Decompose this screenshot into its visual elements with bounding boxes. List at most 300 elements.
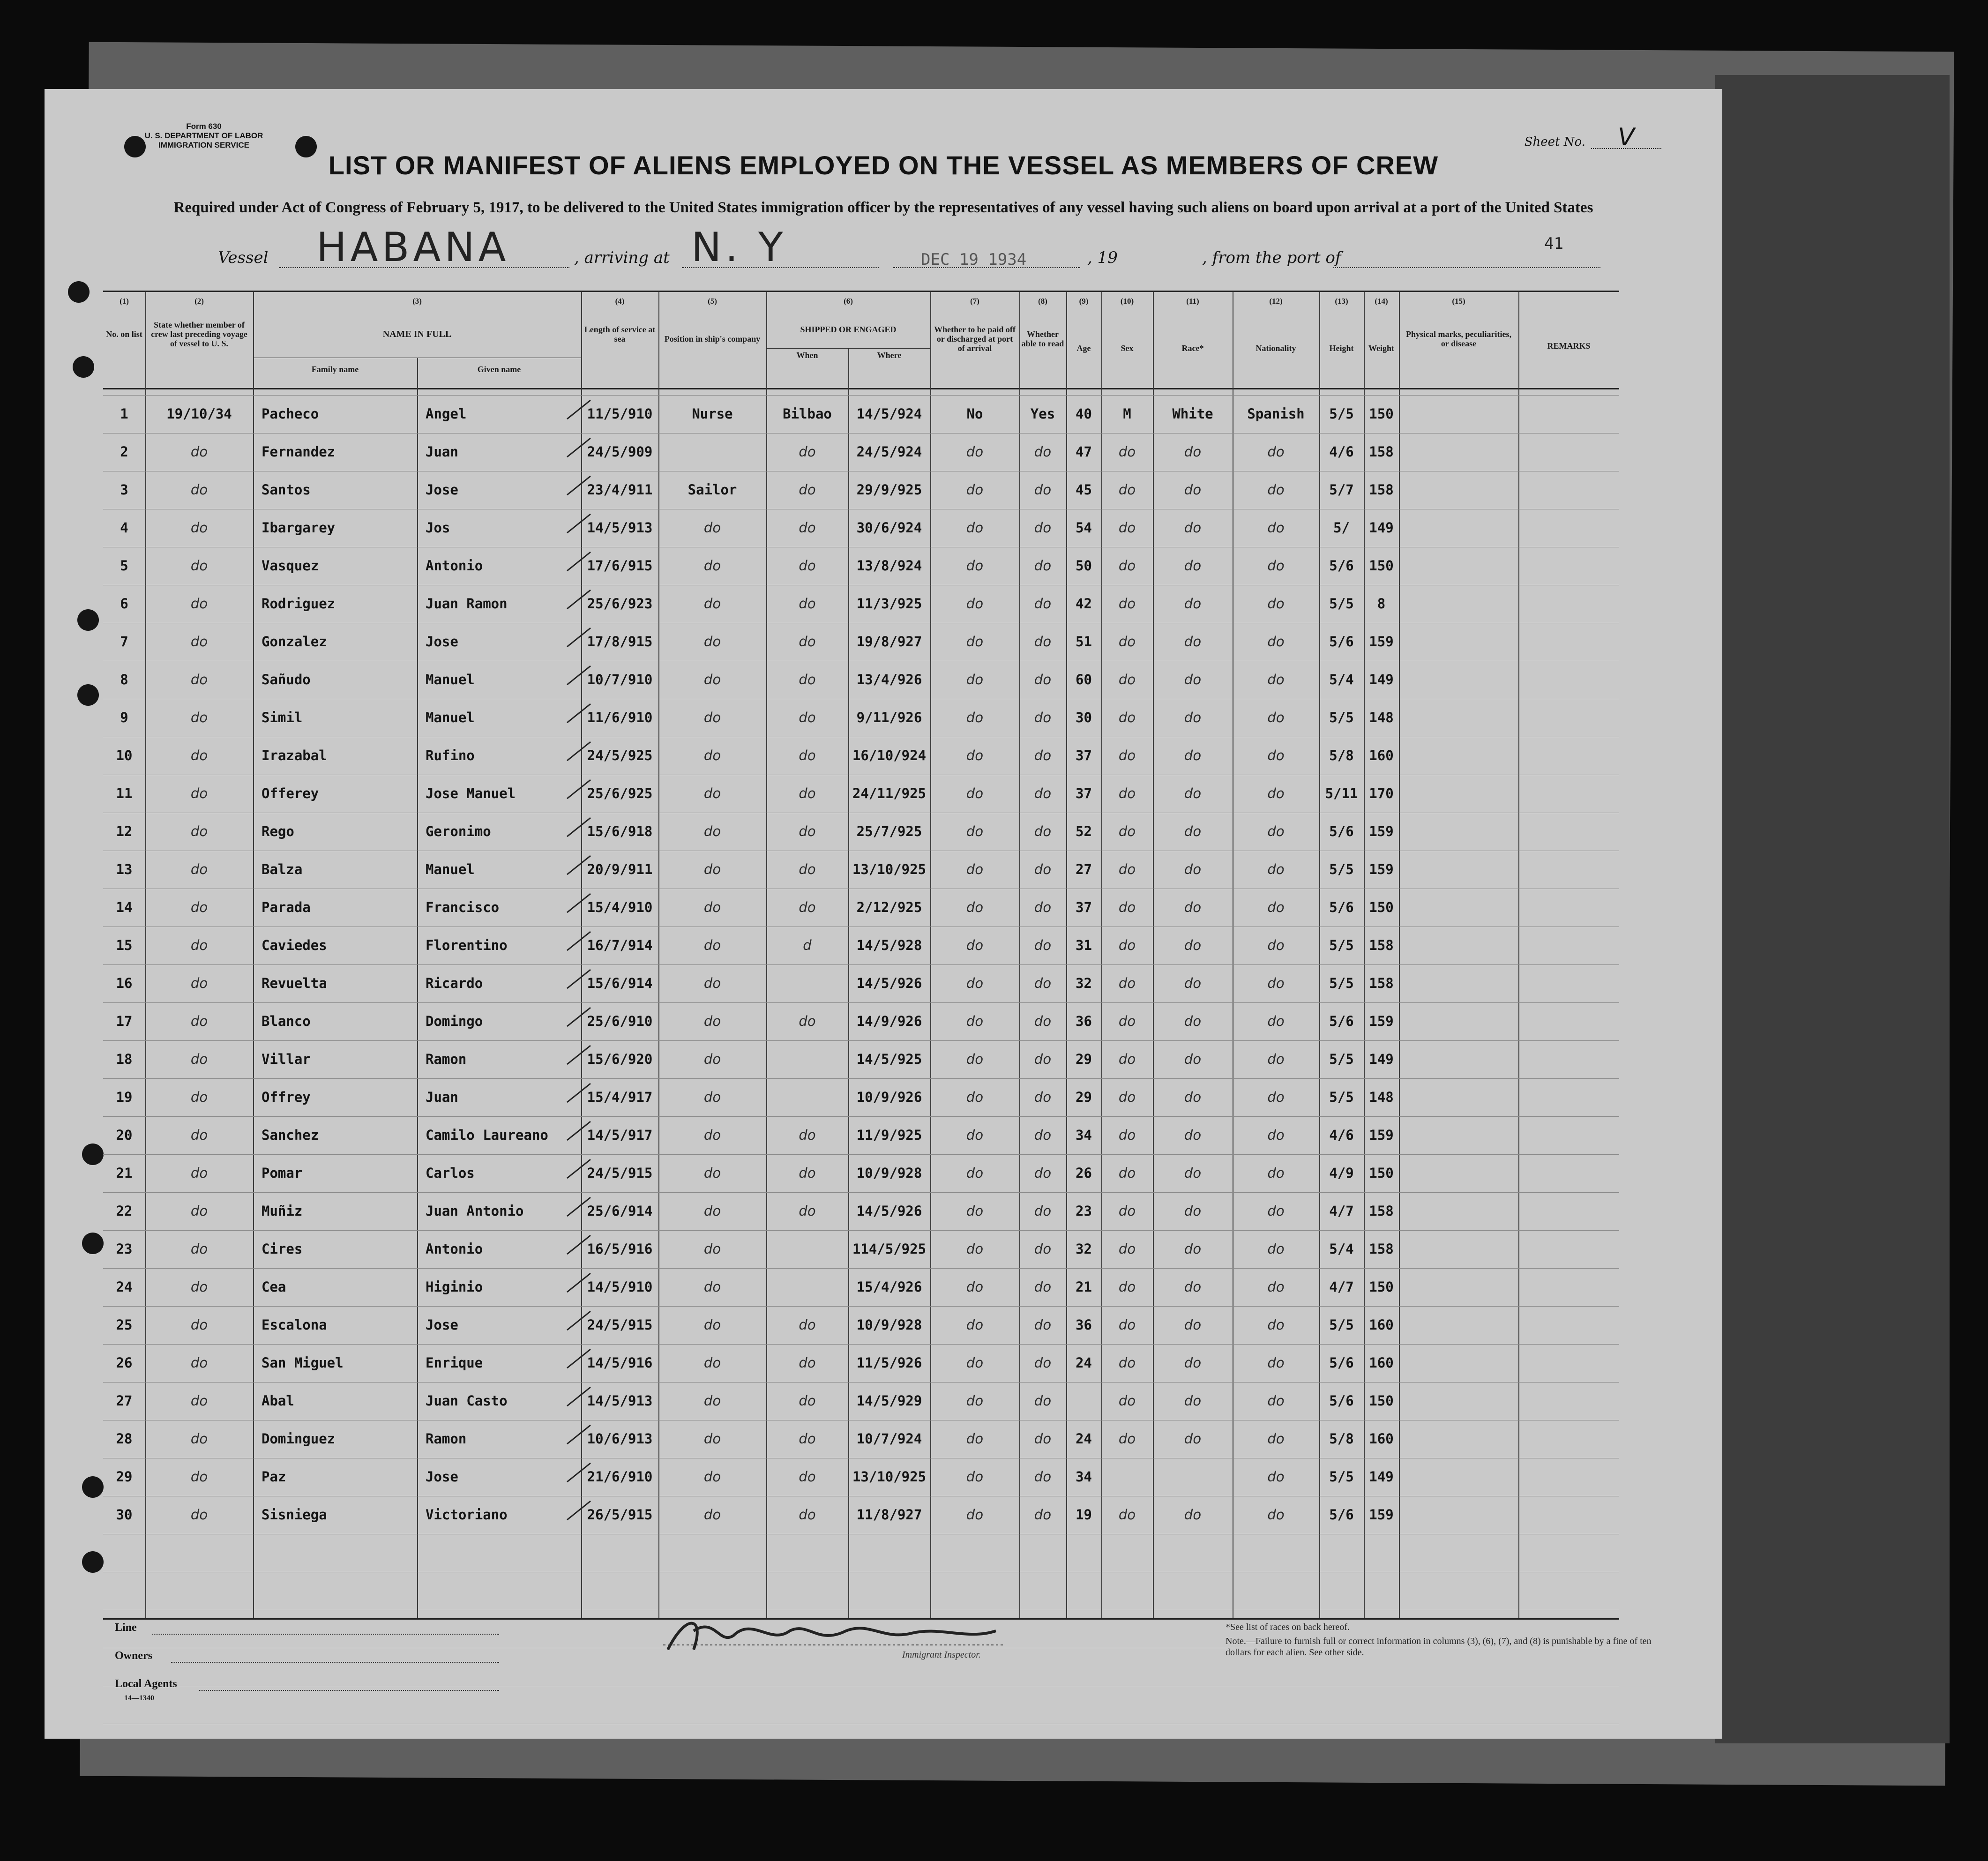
- cell-height: 5/5: [1329, 937, 1354, 953]
- row-rule: [103, 1382, 1619, 1383]
- cell-paid-off: do: [966, 1203, 984, 1219]
- cell-given-name: Juan: [426, 1089, 458, 1105]
- cell-nationality: do: [1267, 1507, 1285, 1523]
- cell-sex: do: [1118, 710, 1136, 725]
- cell-where: 10/9/928: [856, 1317, 922, 1333]
- cell-when: do: [799, 596, 816, 612]
- cell-position: do: [703, 899, 721, 915]
- row-rule: [103, 1306, 1619, 1307]
- cell-position: do: [703, 747, 721, 763]
- check-mark-icon: [565, 664, 593, 687]
- cell-no: 14: [116, 899, 133, 915]
- cell-given-name: Jose: [426, 1469, 458, 1485]
- cell-prev-voyage: do: [190, 975, 208, 991]
- cell-where: 14/5/926: [856, 975, 922, 991]
- vessel-line: [218, 224, 1600, 277]
- cell-position: do: [703, 1165, 721, 1181]
- cell-when: do: [799, 710, 816, 725]
- cell-height: 5/8: [1329, 1431, 1354, 1447]
- cell-no: 12: [116, 823, 133, 839]
- cell-nationality: do: [1267, 710, 1285, 725]
- cell-position: do: [703, 823, 721, 839]
- cell-where: 16/10/924: [852, 747, 927, 763]
- cell-race: do: [1184, 1279, 1202, 1295]
- cell-age: 19: [1076, 1507, 1092, 1523]
- cell-service: 14/5/910: [587, 1279, 653, 1295]
- cell-able-read: do: [1034, 1431, 1052, 1447]
- cell-race: do: [1184, 482, 1202, 498]
- cell-given-name: Carlos: [426, 1165, 475, 1181]
- cell-position: Sailor: [688, 482, 737, 498]
- cell-race: do: [1184, 1013, 1202, 1029]
- cell-height: 5/8: [1329, 747, 1354, 763]
- cell-able-read: Yes: [1030, 406, 1055, 422]
- cell-where: 14/5/925: [856, 1051, 922, 1067]
- colnum-7: (7): [970, 297, 979, 306]
- cell-family-name: Irazabal: [262, 747, 327, 763]
- cell-given-name: Antonio: [426, 558, 483, 574]
- cell-position: do: [703, 558, 721, 574]
- cell-prev-voyage: do: [190, 444, 208, 460]
- cell-weight: 150: [1369, 1393, 1394, 1409]
- cell-position: do: [703, 1355, 721, 1371]
- cell-no: 24: [116, 1279, 133, 1295]
- cell-given-name: Jos: [426, 520, 450, 536]
- cell-when: [766, 1088, 848, 1106]
- cell-service: 11/6/910: [587, 710, 653, 725]
- cell-given-name: Angel: [426, 406, 467, 422]
- cell-height: 5/5: [1329, 406, 1354, 422]
- sheet-number: [1524, 123, 1661, 151]
- cell-age: 51: [1076, 634, 1092, 650]
- cell-race: do: [1184, 1393, 1202, 1409]
- punch-hole: [82, 1233, 104, 1254]
- cell-sex: do: [1118, 1051, 1136, 1067]
- cell-family-name: Cires: [262, 1241, 303, 1257]
- cell-able-read: do: [1034, 482, 1052, 498]
- cell-height: 4/9: [1329, 1165, 1354, 1181]
- cell-no: 10: [116, 747, 133, 763]
- cell-family-name: Offerey: [262, 785, 319, 801]
- cell-service: 25/6/925: [587, 785, 653, 801]
- cell-family-name: Balza: [262, 861, 303, 877]
- page-subtitle: Required under Act of Congress of February 5, 1917, to be delivered to the United States immigration officer by the representatives of any vessel having such aliens on board upon arrival at a port of the United States: [173, 199, 1593, 216]
- cell-weight: 158: [1369, 482, 1394, 498]
- cell-given-name: Victoriano: [426, 1507, 508, 1523]
- cell-race: do: [1184, 975, 1202, 991]
- punch-hole: [73, 356, 94, 378]
- cell-sex: do: [1118, 785, 1136, 801]
- cell-age: 45: [1076, 482, 1092, 498]
- cell-no: 15: [116, 937, 133, 953]
- cell-when: Bilbao: [783, 406, 832, 422]
- cell-service: 14/5/913: [587, 520, 653, 536]
- cell-family-name: Revuelta: [262, 975, 327, 991]
- cell-weight: 150: [1369, 1279, 1394, 1295]
- cell-where: 11/3/925: [856, 596, 922, 612]
- cell-when: do: [799, 1355, 816, 1371]
- cell-given-name: Geronimo: [426, 823, 491, 839]
- cell-height: 5/6: [1329, 634, 1354, 650]
- cell-paid-off: do: [966, 1013, 984, 1029]
- cell-height: 5/6: [1329, 899, 1354, 915]
- cell-service: 25/6/910: [587, 1013, 653, 1029]
- cell-age: 40: [1076, 406, 1092, 422]
- cell-paid-off: do: [966, 1393, 984, 1409]
- cell-sex: do: [1118, 558, 1136, 574]
- header-member-prev: State whether member of crew last preceding voyage of vessel to U. S.: [151, 320, 247, 348]
- cell-no: 13: [116, 861, 133, 877]
- cell-weight: 148: [1369, 710, 1394, 725]
- cell-race: do: [1184, 1127, 1202, 1143]
- cell-age: 36: [1076, 1317, 1092, 1333]
- cell-position: do: [703, 710, 721, 725]
- colnum-2: (2): [194, 297, 204, 306]
- cell-nationality: do: [1267, 596, 1285, 612]
- cell-sex: do: [1118, 1165, 1136, 1181]
- cell-weight: 158: [1369, 937, 1394, 953]
- cell-age: 47: [1076, 444, 1092, 460]
- cell-race: do: [1184, 1089, 1202, 1105]
- cell-given-name: Manuel: [426, 861, 475, 877]
- cell-paid-off: do: [966, 937, 984, 953]
- cell-age: 32: [1076, 1241, 1092, 1257]
- cell-race: do: [1184, 444, 1202, 460]
- cell-no: 5: [120, 558, 128, 574]
- check-mark-icon: [565, 1499, 593, 1522]
- cell-given-name: Juan Ramon: [426, 596, 508, 612]
- cell-paid-off: do: [966, 785, 984, 801]
- cell-race: do: [1184, 520, 1202, 536]
- cell-position: do: [703, 1507, 721, 1523]
- cell-able-read: do: [1034, 672, 1052, 688]
- cell-no: 25: [116, 1317, 133, 1333]
- races-note: *See list of races on back hereof.: [1226, 1622, 1350, 1632]
- cell-weight: 150: [1369, 406, 1394, 422]
- cell-when: do: [799, 1431, 816, 1447]
- cell-prev-voyage: do: [190, 1317, 208, 1333]
- cell-able-read: do: [1034, 596, 1052, 612]
- cell-position: do: [703, 1127, 721, 1143]
- cell-service: 11/5/910: [587, 406, 653, 422]
- cell-family-name: Gonzalez: [262, 634, 327, 650]
- cell-age: 50: [1076, 558, 1092, 574]
- cell-age: 23: [1076, 1203, 1092, 1219]
- cell-when: do: [799, 1203, 816, 1219]
- cell-sex: do: [1118, 937, 1136, 953]
- cell-service: 24/5/909: [587, 444, 653, 460]
- cell-sex: do: [1118, 1355, 1136, 1371]
- cell-nationality: do: [1267, 1127, 1285, 1143]
- cell-when: do: [799, 558, 816, 574]
- cell-paid-off: do: [966, 1355, 984, 1371]
- cell-able-read: do: [1034, 444, 1052, 460]
- cell-weight: 150: [1369, 1165, 1394, 1181]
- cell-when: do: [799, 672, 816, 688]
- cell-prev-voyage: do: [190, 861, 208, 877]
- cell-nationality: do: [1267, 1431, 1285, 1447]
- cell-where: 29/9/925: [856, 482, 922, 498]
- punch-hole: [77, 684, 99, 706]
- cell-position: do: [703, 520, 721, 536]
- cell-paid-off: do: [966, 444, 984, 460]
- cell-where: 30/6/924: [856, 520, 922, 536]
- cell-nationality: do: [1267, 1317, 1285, 1333]
- row-rule: [103, 1116, 1619, 1117]
- colnum-15: (15): [1452, 297, 1465, 306]
- cell-position: do: [703, 634, 721, 650]
- cell-able-read: do: [1034, 1317, 1052, 1333]
- form-department: U. S. DEPARTMENT OF LABOR: [144, 131, 263, 140]
- cell-race: do: [1184, 672, 1202, 688]
- cell-sex: do: [1118, 596, 1136, 612]
- cell-weight: 160: [1369, 747, 1394, 763]
- cell-given-name: Juan Casto: [426, 1393, 508, 1409]
- header-remarks: REMARKS: [1547, 341, 1591, 351]
- cell-nationality: do: [1267, 1393, 1285, 1409]
- cell-service: 15/4/910: [587, 899, 653, 915]
- cell-when: do: [799, 482, 816, 498]
- cell-sex: do: [1118, 975, 1136, 991]
- cell-height: 5/5: [1329, 1051, 1354, 1067]
- cell-sex: do: [1118, 747, 1136, 763]
- header-nationality: Nationality: [1256, 344, 1296, 353]
- cell-age: 42: [1076, 596, 1092, 612]
- cell-sex: do: [1118, 520, 1136, 536]
- cell-service: 14/5/917: [587, 1127, 653, 1143]
- cell-paid-off: do: [966, 482, 984, 498]
- cell-paid-off: do: [966, 1469, 984, 1485]
- cell-sex: do: [1118, 634, 1136, 650]
- cell-given-name: Florentino: [426, 937, 508, 953]
- cell-prev-voyage: do: [190, 1507, 208, 1523]
- sheet-number-label: Sheet No.: [1524, 135, 1585, 149]
- form-number: Form 630: [186, 122, 222, 131]
- cell-age: 24: [1076, 1431, 1092, 1447]
- cell-nationality: do: [1267, 823, 1285, 839]
- cell-height: 5/6: [1329, 1013, 1354, 1029]
- colnum-4: (4): [615, 297, 625, 306]
- cell-service: 25/6/914: [587, 1203, 653, 1219]
- cell-able-read: do: [1034, 1127, 1052, 1143]
- cell-service: 10/6/913: [587, 1431, 653, 1447]
- cell-prev-voyage: do: [190, 1431, 208, 1447]
- cell-able-read: do: [1034, 1241, 1052, 1257]
- cell-prev-voyage: do: [190, 899, 208, 915]
- cell-nationality: do: [1267, 1279, 1285, 1295]
- cell-no: 19: [116, 1089, 133, 1105]
- cell-paid-off: do: [966, 823, 984, 839]
- cell-where: 14/5/928: [856, 937, 922, 953]
- cell-where: 14/5/929: [856, 1393, 922, 1409]
- cell-age: 37: [1076, 899, 1092, 915]
- cell-no: 17: [116, 1013, 133, 1029]
- check-mark-icon: [565, 967, 593, 991]
- row-rule: [103, 1344, 1619, 1345]
- cell-race: White: [1172, 406, 1213, 422]
- cell-position: do: [703, 937, 721, 953]
- header-divider: [766, 348, 930, 349]
- cell-race: do: [1184, 1317, 1202, 1333]
- cell-position: do: [703, 1051, 721, 1067]
- cell-family-name: Sisniega: [262, 1507, 327, 1523]
- cell-where: 24/11/925: [852, 785, 927, 801]
- cell-position: do: [703, 1469, 721, 1485]
- cell-no: 9: [120, 710, 128, 725]
- check-mark-icon: [565, 1347, 593, 1370]
- cell-nationality: do: [1267, 785, 1285, 801]
- cell-able-read: do: [1034, 823, 1052, 839]
- cell-service: 24/5/915: [587, 1317, 653, 1333]
- cell-age: 26: [1076, 1165, 1092, 1181]
- cell-where: 114/5/925: [852, 1241, 927, 1257]
- vessel-name: HABANA: [316, 224, 510, 271]
- cell-family-name: Muñiz: [262, 1203, 303, 1219]
- cell-when: [766, 974, 848, 993]
- cell-weight: 149: [1369, 520, 1394, 536]
- form-code: 14—1340: [124, 1694, 154, 1702]
- cell-able-read: do: [1034, 1279, 1052, 1295]
- inspector-signature: [649, 1598, 1071, 1692]
- cell-given-name: Juan Antonio: [426, 1203, 524, 1219]
- cell-height: 5/4: [1329, 1241, 1354, 1257]
- header-where: Where: [877, 351, 902, 360]
- check-mark-icon: [565, 815, 593, 839]
- row-rule: [103, 1002, 1619, 1003]
- cell-height: 5/6: [1329, 1393, 1354, 1409]
- cell-when: do: [799, 823, 816, 839]
- cell-sex: do: [1118, 1013, 1136, 1029]
- header-paid-off: Whether to be paid off or discharged at port of arrival: [934, 325, 1016, 353]
- cell-height: 5/5: [1329, 596, 1354, 612]
- header-no-on-list: No. on list: [106, 329, 142, 339]
- cell-able-read: do: [1034, 899, 1052, 915]
- cell-when: do: [799, 861, 816, 877]
- header-given-name: Given name: [477, 365, 521, 374]
- cell-prev-voyage: do: [190, 1089, 208, 1105]
- cell-paid-off: do: [966, 1507, 984, 1523]
- cell-paid-off: do: [966, 1165, 984, 1181]
- cell-where: 10/7/924: [856, 1431, 922, 1447]
- cell-family-name: San Miguel: [262, 1355, 344, 1371]
- cell-no: 8: [120, 672, 128, 688]
- row-rule: [103, 395, 1619, 396]
- cell-paid-off: do: [966, 1317, 984, 1333]
- cell-position: do: [703, 1203, 721, 1219]
- punch-hole: [82, 1551, 104, 1573]
- row-rule: [103, 1078, 1619, 1079]
- header-sex: Sex: [1121, 344, 1134, 353]
- cell-paid-off: do: [966, 710, 984, 725]
- cell-service: 15/6/914: [587, 975, 653, 991]
- cell-position: do: [703, 1393, 721, 1409]
- cell-race: do: [1184, 634, 1202, 650]
- check-mark-icon: [565, 1081, 593, 1105]
- cell-nationality: do: [1267, 1051, 1285, 1067]
- cell-paid-off: do: [966, 1431, 984, 1447]
- check-mark-icon: [565, 474, 593, 497]
- cell-where: 15/4/926: [856, 1279, 922, 1295]
- cell-paid-off: do: [966, 1279, 984, 1295]
- cell-prev-voyage: do: [190, 1241, 208, 1257]
- cell-when: do: [799, 1317, 816, 1333]
- cell-nationality: do: [1267, 558, 1285, 574]
- colnum-11: (11): [1186, 297, 1199, 306]
- cell-prev-voyage: 19/10/34: [166, 406, 232, 422]
- cell-where: 13/4/926: [856, 672, 922, 688]
- cell-where: 11/8/927: [856, 1507, 922, 1523]
- cell-nationality: do: [1267, 444, 1285, 460]
- cell-able-read: do: [1034, 937, 1052, 953]
- cell-nationality: do: [1267, 1165, 1285, 1181]
- cell-prev-voyage: do: [190, 1393, 208, 1409]
- colnum-1: (1): [120, 297, 129, 306]
- cell-service: 17/6/915: [587, 558, 653, 574]
- header-height: Height: [1329, 344, 1354, 353]
- cell-when: [766, 1278, 848, 1296]
- cell-when: do: [799, 1393, 816, 1409]
- check-mark-icon: [565, 1233, 593, 1256]
- cell-service: 21/6/910: [587, 1469, 653, 1485]
- cell-service: 15/4/917: [587, 1089, 653, 1105]
- cell-given-name: Domingo: [426, 1013, 483, 1029]
- cell-family-name: Caviedes: [262, 937, 327, 953]
- cell-height: 5/5: [1329, 975, 1354, 991]
- cell-where: 19/8/927: [856, 634, 922, 650]
- check-mark-icon: [565, 1423, 593, 1446]
- cell-service: 15/6/918: [587, 823, 653, 839]
- cell-able-read: do: [1034, 634, 1052, 650]
- cell-position: do: [703, 1317, 721, 1333]
- cell-no: 4: [120, 520, 128, 536]
- colnum-8: (8): [1038, 297, 1047, 306]
- cell-race: do: [1184, 937, 1202, 953]
- cell-prev-voyage: do: [190, 937, 208, 953]
- cell-service: 14/5/913: [587, 1393, 653, 1409]
- cell-sex: do: [1118, 444, 1136, 460]
- check-mark-icon: [565, 626, 593, 649]
- cell-race: do: [1184, 785, 1202, 801]
- cell-weight: 158: [1369, 1241, 1394, 1257]
- cell-paid-off: do: [966, 861, 984, 877]
- header-age: Age: [1076, 344, 1091, 353]
- penalty-note: Note.—Failure to furnish full or correct information in columns (3), (6), (7), and (8) is punishable by a fine of ten dollars for each alien. See other side.: [1226, 1636, 1652, 1658]
- colnum-9: (9): [1079, 297, 1089, 306]
- cell-sex: do: [1118, 1089, 1136, 1105]
- cell-nationality: do: [1267, 1013, 1285, 1029]
- cell-age: 24: [1076, 1355, 1092, 1371]
- cell-weight: 159: [1369, 1127, 1394, 1143]
- cell-able-read: do: [1034, 1051, 1052, 1067]
- cell-service: 16/5/916: [587, 1241, 653, 1257]
- owners-label: Owners: [115, 1650, 152, 1662]
- cell-service: 20/9/911: [587, 861, 653, 877]
- header-when: When: [796, 351, 818, 360]
- cell-service: 16/7/914: [587, 937, 653, 953]
- column-divider: [1518, 292, 1519, 1618]
- cell-service: 15/6/920: [587, 1051, 653, 1067]
- cell-nationality: do: [1267, 975, 1285, 991]
- cell-height: 4/7: [1329, 1203, 1354, 1219]
- cell-height: 5/5: [1329, 1317, 1354, 1333]
- cell-family-name: Vasquez: [262, 558, 319, 574]
- cell-given-name: Camilo Laureano: [426, 1127, 548, 1143]
- cell-when: [766, 1240, 848, 1258]
- cell-prev-voyage: do: [190, 823, 208, 839]
- cell-nationality: do: [1267, 672, 1285, 688]
- cell-prev-voyage: do: [190, 710, 208, 725]
- cell-able-read: do: [1034, 1393, 1052, 1409]
